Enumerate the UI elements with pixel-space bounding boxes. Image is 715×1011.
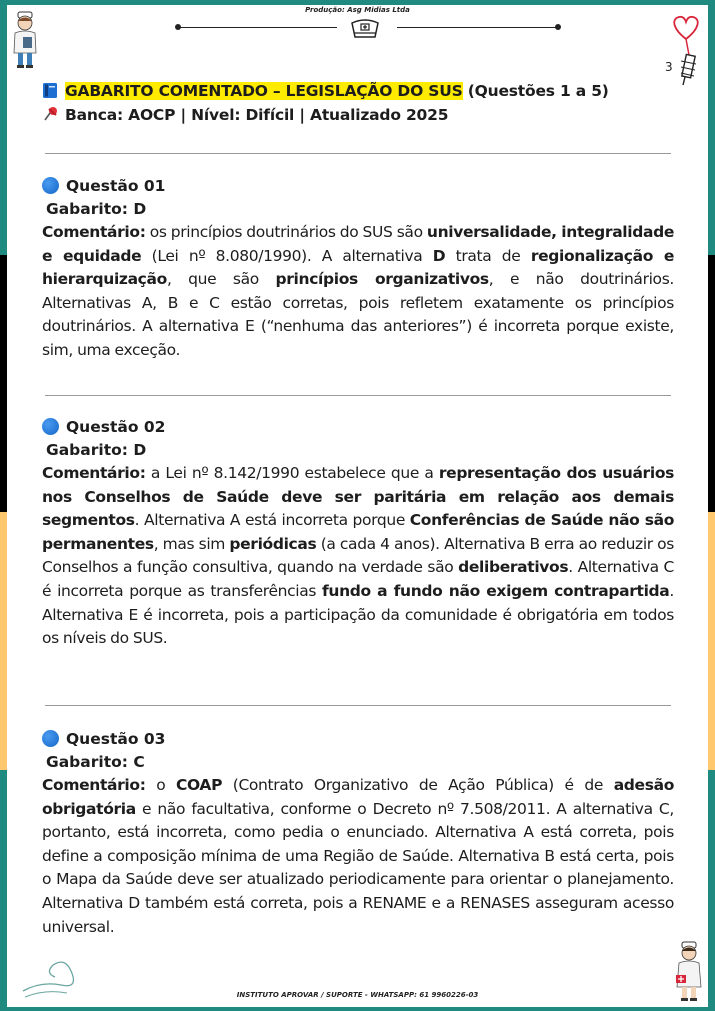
text-segment: e não facultativa, conforme o Decreto nº 7.508/2011. A alternativa C, portanto, está incorreta, como pedia o enunciado. Alternativa A está correta, pois define a composição mínima de uma Região de Saúde. Alternativa B está certa, pois o Mapa da Saúde deve ser atualizado periodicamente para orientar o planejamento. Alternativa D também está correta, pois a RENAME e a RENASES asseguram acesso universal. [42, 799, 674, 936]
blue-circle-icon [42, 730, 59, 747]
bold-text-segment: princípios organizativos [275, 270, 489, 289]
bold-text-segment: representação dos usuários nos Conselhos de Saúde deve ser paritária em relação aos demais segmentos [42, 464, 674, 530]
text-segment: os princípios doutrinários do SUS são [145, 223, 427, 241]
question-heading: Questão 01 [42, 175, 674, 198]
bold-text-segment: periódicas [229, 534, 317, 553]
text-segment: . Alternativa C é incorreta porque as transferências [42, 558, 674, 600]
bold-text-segment: fundo a fundo não exigem contrapartida [322, 581, 670, 600]
answer-key: Gabarito: C [46, 753, 145, 771]
bold-text-segment: universalidade, integralidade e equidade [42, 223, 674, 265]
text-segment: , mas sim [153, 534, 230, 553]
bold-text-segment: deliberativos [458, 558, 569, 577]
bold-text-segment: Conferências de Saúde não são permanentes [42, 511, 675, 553]
header-line-left [177, 27, 337, 28]
comment-text [42, 462, 674, 651]
bold-text-segment: Comentário: [42, 776, 146, 794]
bold-text-segment: Comentário: [42, 464, 146, 482]
nurse-character-icon [9, 11, 41, 69]
answer-key: Gabarito: D [46, 200, 147, 218]
nurse-cap-icon [349, 17, 381, 41]
subtitle [43, 103, 683, 127]
blue-circle-icon [42, 177, 59, 194]
subtitle-text: Banca: AOCP | Nível: Difícil | Atualizado 2025 [65, 106, 449, 124]
question-block-3 [42, 728, 674, 939]
section-divider [45, 395, 671, 396]
book-icon [43, 83, 57, 98]
text-segment: . Alternativa A está incorreta porque [134, 511, 410, 530]
heart-stethoscope-icon [669, 11, 703, 87]
bold-text-segment: COAP [176, 776, 223, 794]
title-rest: (Questões 1 a 5) [462, 82, 609, 100]
text-segment: o [145, 776, 176, 794]
title-block [43, 79, 683, 127]
question-heading: Questão 02 [42, 416, 674, 439]
bold-text-segment: Comentário: [42, 223, 146, 241]
producer-credit: Produção: Asg Midias Ltda [305, 6, 410, 14]
pushpin-icon [43, 106, 59, 122]
text-segment: a Lei nº 8.142/1990 estabelece que a [145, 464, 439, 482]
text-segment: . Alternativa E é incorreta, pois a participação da comunidade é obrigatória em todos os níveis do SUS. [42, 581, 674, 648]
text-segment: trata de [445, 246, 531, 265]
bold-text-segment: regionalização e hierarquização [42, 246, 675, 289]
answer-key: Gabarito: D [46, 441, 147, 459]
header-dot-right [555, 24, 561, 30]
text-segment: , que são [166, 270, 276, 289]
bold-text-segment: adesão obrigatória [42, 776, 674, 818]
page-number: 3 [665, 60, 673, 74]
bold-text-segment: D [432, 246, 446, 265]
question-block-1 [42, 175, 674, 363]
question-heading: Questão 03 [42, 728, 674, 751]
footer-contact: INSTITUTO APROVAR / SUPORTE - WHATSAPP: 61 9960226-03 [236, 991, 479, 999]
page-title [43, 79, 683, 103]
text-segment: (a cada 4 anos). Alternativa B erra ao reduzir os Conselhos a função consultiva, quando na verdade são [42, 534, 674, 577]
comment-text [42, 774, 674, 939]
blue-circle-icon [42, 418, 59, 435]
header-line-right [397, 27, 557, 28]
text-segment: (Lei nº 8.080/1990). A alternativa [141, 246, 433, 265]
title-highlighted: GABARITO COMENTADO – LEGISLAÇÃO DO SUS [65, 82, 463, 100]
document-page [7, 5, 708, 1007]
text-segment: , e não doutrinários. Alternativas A, B e C estão corretas, pois refletem exatamente os princípios doutrinários. A alternativa E (“nenhuma das anteriores”) é incorreta porque existe, sim, uma exceção. [42, 270, 674, 359]
text-segment: (Contrato Organizativo de Ação Pública) é de [222, 776, 614, 794]
question-block-2 [42, 416, 674, 651]
section-divider [45, 705, 671, 706]
section-divider [45, 153, 671, 154]
comment-text [42, 221, 674, 363]
